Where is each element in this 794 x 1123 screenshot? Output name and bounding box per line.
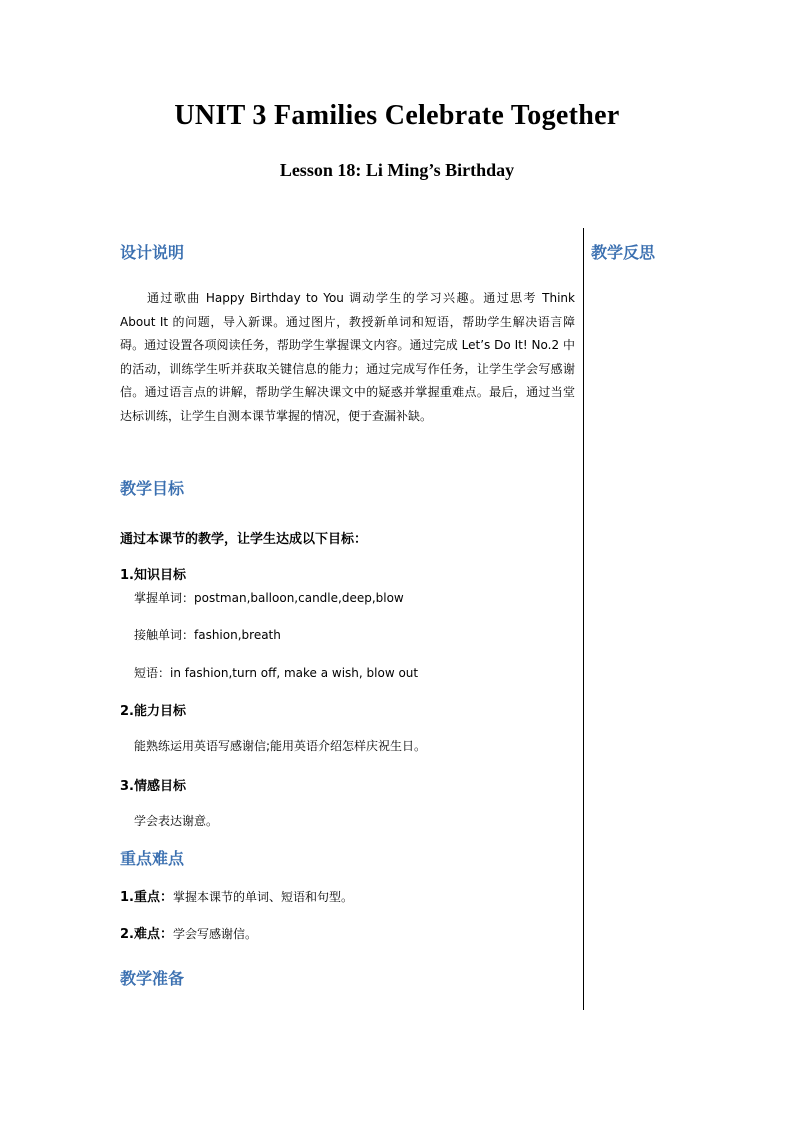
phrases: 短语：in fashion,turn off, make a wish, blow out — [134, 666, 419, 680]
key-point-2 — [120, 923, 257, 942]
key-point-2-label: 2.难点： — [120, 927, 173, 942]
contact-words: 接触单词：fashion,breath — [134, 628, 281, 642]
key-points-heading: 重点难点 — [120, 849, 185, 868]
key-point-2-text: 学会写感谢信。 — [172, 927, 257, 941]
objectives-intro: 通过本课节的教学，让学生达成以下目标： — [120, 532, 368, 547]
preparation-heading: 教学准备 — [120, 969, 185, 988]
knowledge-goal-title: 1.知识目标 — [120, 568, 186, 583]
unit-title: UNIT 3 Families Celebrate Together — [174, 100, 620, 131]
key-point-1-text: 掌握本课节的单词、短语和句型。 — [172, 890, 353, 904]
objectives-heading: 教学目标 — [120, 479, 185, 498]
design-paragraph: 通过歌曲 Happy Birthday to You 调动学生的学习兴趣。通过思考 Think About It 的问题，导入新课。通过图片，教授新单词和短语，帮助学生解决语言障碍。通过设置各项阅读任务，帮助学生掌握课文内容。通过完成 Let’s Do It! No.2 中的活动，训练学生听并获取关键信息的能力；通过完成写作任务，让学生学会写感谢信。通过语言点的讲解，帮助学生解决课文中的疑惑并掌握重难点。最后，通过当堂达标训练，让学生自测本课节掌握的情况，便于查漏补缺。 — [120, 291, 575, 423]
key-point-1 — [120, 886, 353, 905]
reflection-heading: 教学反思 — [591, 243, 656, 262]
design-heading: 设计说明 — [120, 243, 185, 262]
key-point-1-label: 1.重点： — [120, 890, 173, 905]
master-words: 掌握单词：postman,balloon,candle,deep,blow — [134, 591, 404, 605]
column-divider — [583, 228, 584, 1010]
ability-goal-title: 2.能力目标 — [120, 704, 186, 719]
lesson-title: Lesson 18: Li Ming’s Birthday — [279, 160, 515, 180]
ability-goal-text: 能熟练运用英语写感谢信;能用英语介绍怎样庆祝生日。 — [134, 739, 427, 753]
emotion-goal-text: 学会表达谢意。 — [134, 814, 219, 828]
emotion-goal-title: 3.情感目标 — [120, 779, 186, 794]
